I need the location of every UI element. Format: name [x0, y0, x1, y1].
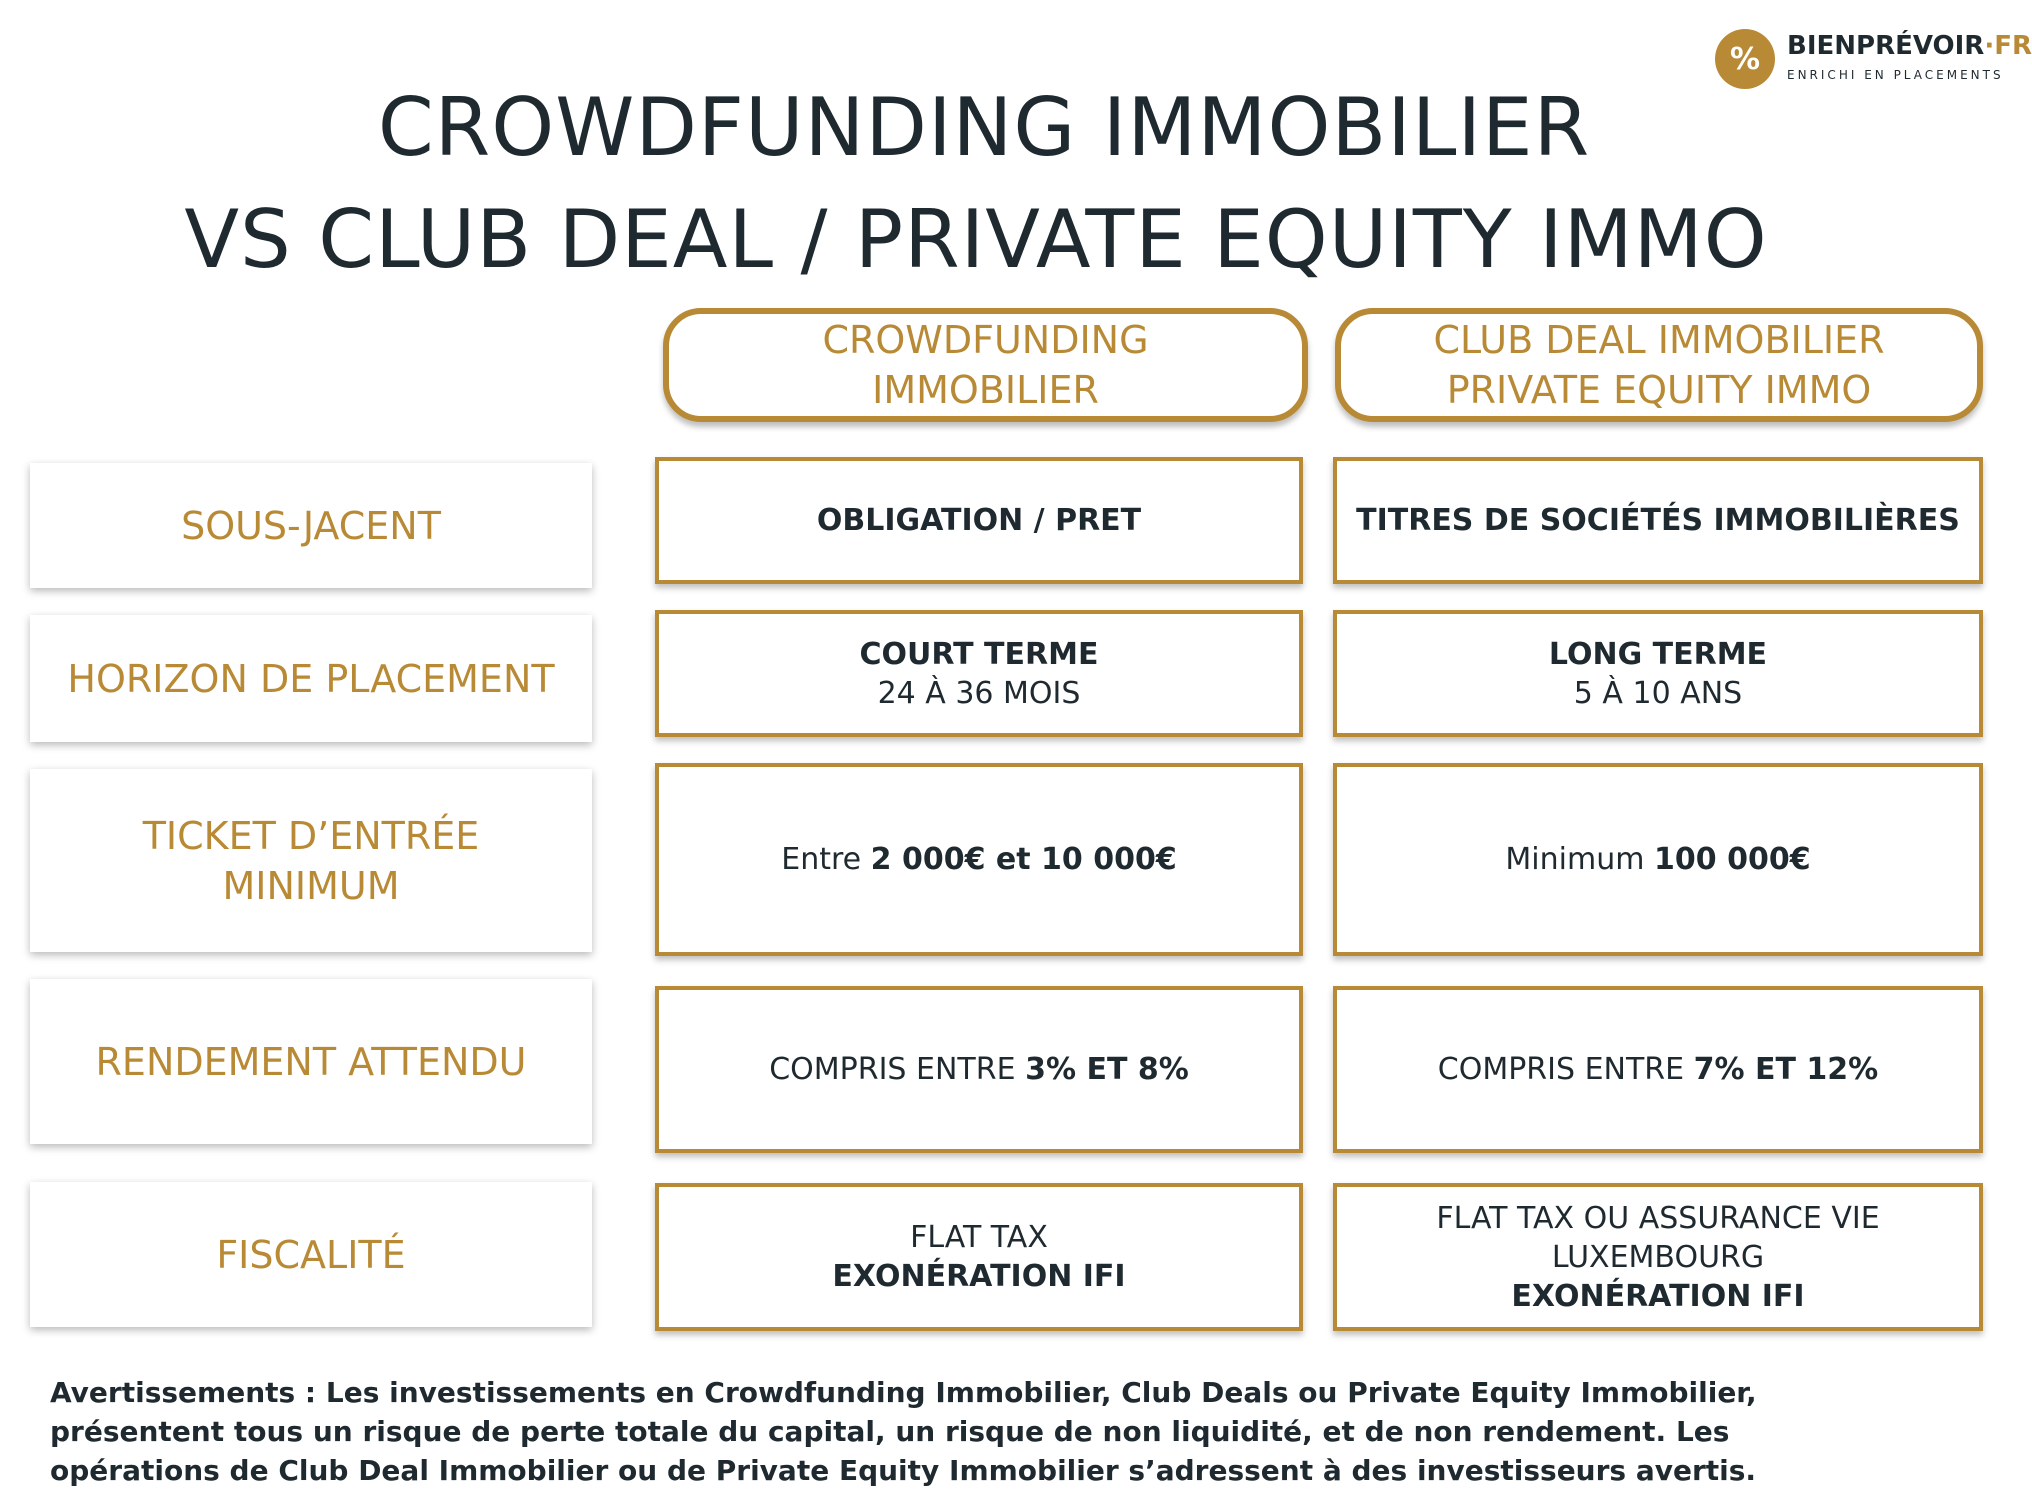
cell-text-main: COURT TERME: [859, 636, 1099, 672]
column-header-line: IMMOBILIER: [872, 368, 1099, 412]
cell-text: TITRES DE SOCIÉTÉS IMMOBILIÈRES: [1356, 503, 1960, 538]
brand-tagline: ENRICHI EN PLACEMENTS: [1787, 68, 2004, 82]
row-label-ticket: [30, 769, 592, 952]
page-title: [0, 72, 2000, 296]
cell-text: Entre 2 000€ et 10 000€: [781, 842, 1177, 877]
cell-fiscalite-club-deal: [1333, 1183, 1983, 1331]
disclaimer: [50, 1373, 1970, 1490]
column-header-line: CLUB DEAL IMMOBILIER: [1433, 318, 1885, 362]
percent-icon: %: [1715, 29, 1775, 89]
row-label-text: MINIMUM: [222, 863, 400, 908]
disclaimer-line: opérations de Club Deal Immobilier ou de Private Equity Immobilier s’adressent à des investisseurs avertis.: [50, 1454, 1757, 1487]
cell-text-bold: EXONÉRATION IFI: [1511, 1278, 1805, 1314]
row-label-text: RENDEMENT ATTENDU: [95, 1039, 527, 1084]
row-label-text: HORIZON DE PLACEMENT: [67, 656, 555, 701]
cell-horizon-crowdfunding: [655, 610, 1303, 737]
cell-text: FLAT TAX OU ASSURANCE VIE: [1436, 1200, 1880, 1236]
cell-rendement-club-deal: [1333, 986, 1983, 1153]
disclaimer-line: Avertissements : Les investissements en Crowdfunding Immobilier, Club Deals ou Private Equity Immobilier,: [50, 1376, 1757, 1409]
title-line-2: VS CLUB DEAL / PRIVATE EQUITY IMMO: [184, 193, 1768, 286]
cell-text-sub: 24 À 36 MOIS: [877, 675, 1081, 711]
cell-sous-jacent-crowdfunding: [655, 457, 1303, 584]
cell-text-main: LONG TERME: [1548, 636, 1768, 672]
cell-text-sub: 5 À 10 ANS: [1573, 675, 1743, 711]
cell-ticket-crowdfunding: [655, 763, 1303, 956]
title-line-1: CROWDFUNDING IMMOBILIER: [377, 81, 1591, 174]
cell-horizon-club-deal: [1333, 610, 1983, 737]
row-label-text: SOUS-JACENT: [181, 503, 441, 548]
column-header-club-deal: [1335, 308, 1983, 422]
cell-fiscalite-crowdfunding: [655, 1183, 1303, 1331]
cell-text: COMPRIS ENTRE 3% ET 8%: [769, 1052, 1189, 1087]
column-header-line: PRIVATE EQUITY IMMO: [1446, 368, 1872, 412]
brand-suffix: ·FR: [1984, 31, 2032, 61]
column-header-line: CROWDFUNDING: [822, 318, 1149, 362]
cell-text: LUXEMBOURG: [1551, 1239, 1765, 1275]
cell-rendement-crowdfunding: [655, 986, 1303, 1153]
row-label-text: FISCALITÉ: [216, 1232, 406, 1277]
brand-name: BIENPRÉVOIR·FR: [1787, 31, 2032, 61]
row-label-rendement: [30, 979, 592, 1144]
cell-text: OBLIGATION / PRET: [816, 503, 1142, 538]
cell-text-bold: EXONÉRATION IFI: [832, 1259, 1126, 1294]
row-label-sous-jacent: [30, 463, 592, 588]
cell-text: Minimum 100 000€: [1505, 842, 1811, 877]
cell-text: FLAT TAX: [910, 1220, 1048, 1255]
row-label-text: TICKET D’ENTRÉE: [142, 813, 480, 858]
cell-ticket-club-deal: [1333, 763, 1983, 956]
disclaimer-line: présentent tous un risque de perte totale du capital, un risque de non liquidité, et de non rendement. Les: [50, 1415, 1730, 1448]
row-label-horizon: [30, 615, 592, 742]
row-label-fiscalite: [30, 1182, 592, 1327]
column-header-crowdfunding: [663, 308, 1308, 422]
cell-text: COMPRIS ENTRE 7% ET 12%: [1437, 1052, 1879, 1087]
cell-sous-jacent-club-deal: [1333, 457, 1983, 584]
